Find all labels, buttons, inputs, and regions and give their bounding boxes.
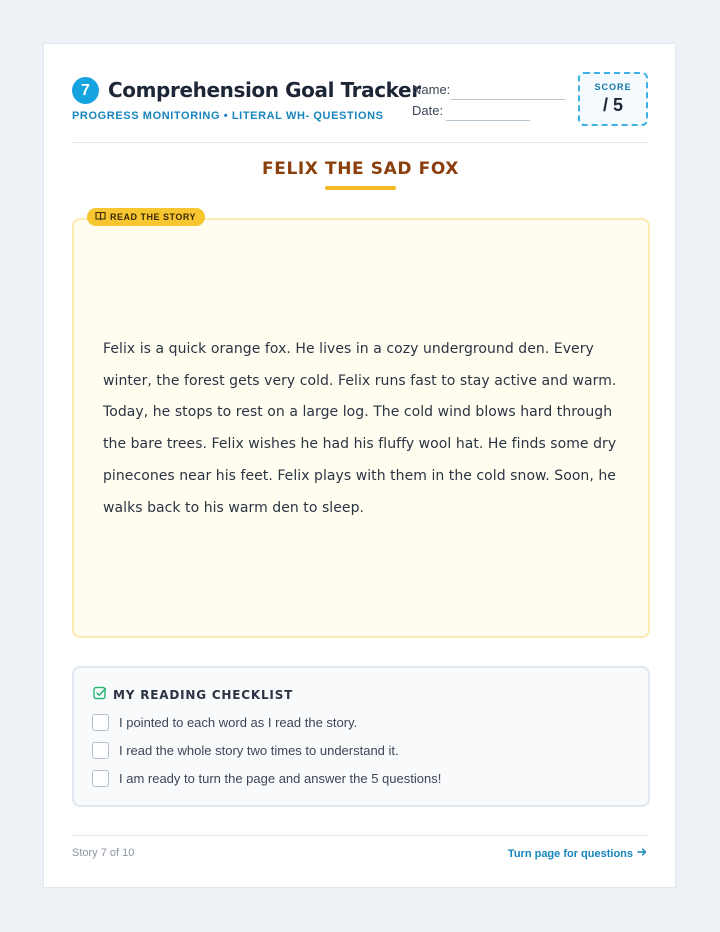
title-underline (325, 186, 396, 190)
page-title: Comprehension Goal Tracker (108, 78, 421, 102)
tag-label: READ THE STORY (110, 212, 197, 222)
checklist-item-label: I am ready to turn the page and answer the 5 questions! (119, 771, 442, 786)
name-label: Name: (412, 82, 451, 97)
checklist-item[interactable] (92, 770, 441, 787)
checklist-item[interactable] (92, 714, 357, 731)
turn-page-link[interactable] (508, 847, 647, 860)
checklist-item-label: I pointed to each word as I read the story. (119, 715, 358, 730)
name-field[interactable] (451, 99, 565, 100)
checklist-item-label: I read the whole story two times to understand it. (119, 743, 399, 758)
date-label: Date: (412, 103, 444, 118)
footer-divider (72, 835, 649, 836)
date-field[interactable] (446, 120, 530, 121)
arrow-right-icon (637, 847, 647, 860)
page-subtitle: PROGRESS MONITORING • LITERAL WH- QUESTIONS (72, 110, 384, 122)
story-progress: Story 7 of 10 (72, 847, 135, 859)
header-divider (72, 142, 649, 143)
story-title: FELIX THE SAD FOX (262, 159, 459, 179)
score-box (578, 72, 648, 126)
reading-checklist (72, 666, 650, 807)
worksheet-page (43, 43, 676, 888)
score-value: / 5 (602, 95, 623, 115)
book-icon (95, 211, 106, 223)
checkbox[interactable] (92, 714, 109, 731)
checkbox-checked-icon (93, 686, 107, 703)
checkbox[interactable] (92, 770, 109, 787)
checklist-heading (93, 686, 293, 703)
header (72, 77, 650, 137)
story-number-badge: 7 (72, 77, 99, 104)
read-the-story-tag (87, 208, 205, 226)
checklist-item[interactable] (92, 742, 399, 759)
story-text: Felix is a quick orange fox. He lives in a cozy underground den. Every winter, the forest gets very cold. Felix runs fast to stay active and warm. Today, he stops to rest on a large log. The cold wind blows hard through the bare trees. Felix wishes he had his fluffy wool hat. He finds some dry pinecones near his feet. Felix plays with them in the cold snow. Soon, he walks back to his warm den to sleep. (103, 341, 617, 516)
checklist-title: MY READING CHECKLIST (113, 687, 294, 702)
score-label: SCORE (594, 82, 632, 92)
turn-page-label: Turn page for questions (507, 847, 633, 860)
story-box (72, 218, 650, 638)
checkbox[interactable] (92, 742, 109, 759)
